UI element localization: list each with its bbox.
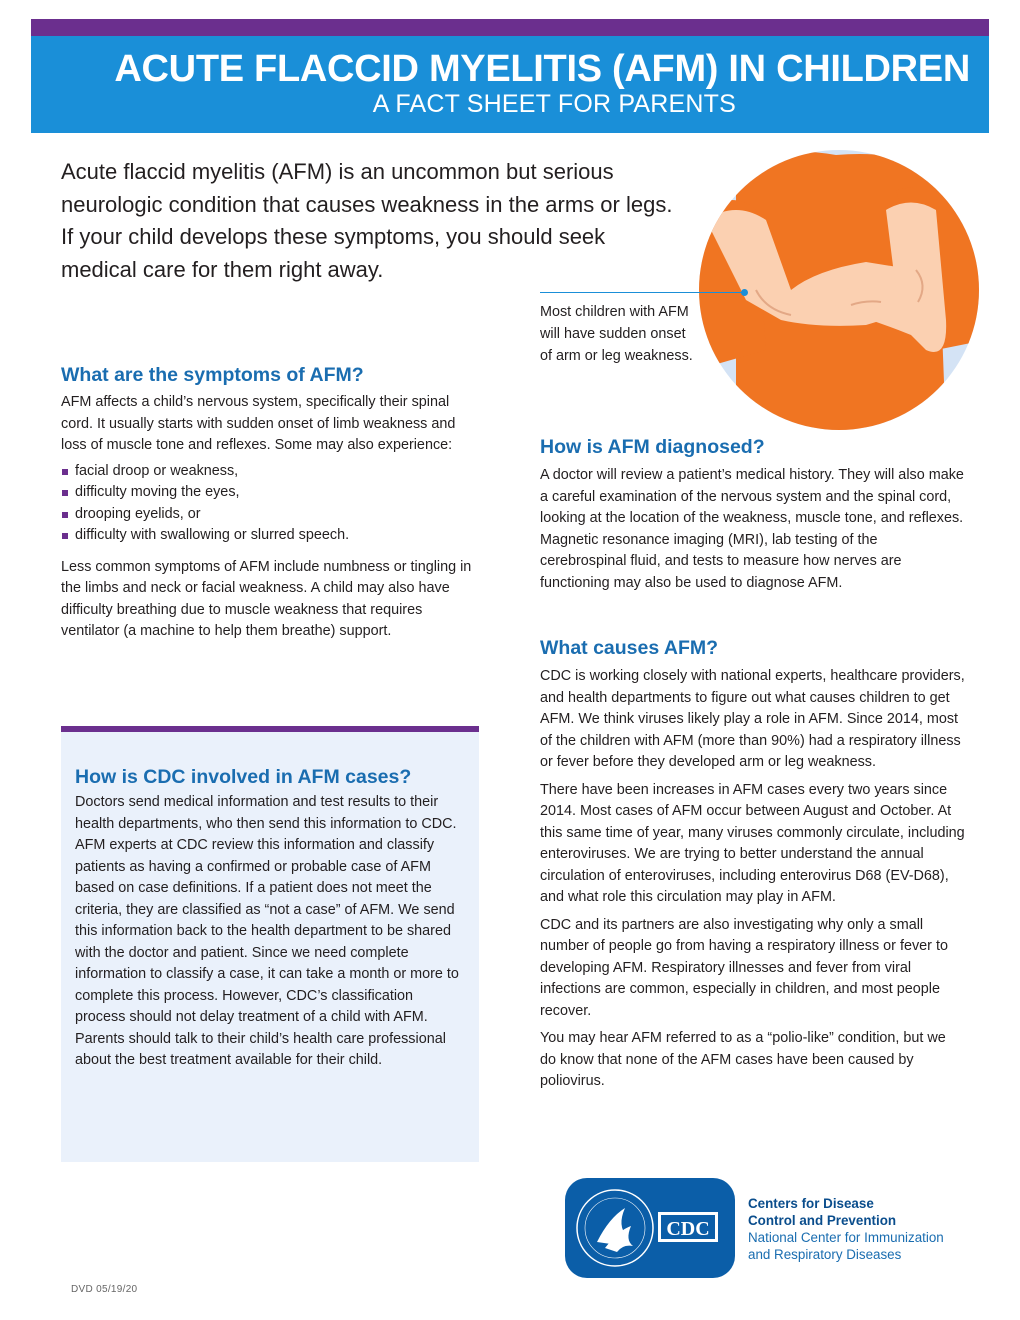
list-item: facial droop or weakness, [61,461,477,483]
symptoms-heading: What are the symptoms of AFM? [61,364,364,386]
bullet-square-icon [62,469,68,475]
causes-section [540,637,965,1099]
bullet-square-icon [62,490,68,496]
causes-para-4: You may hear AFM referred to as a “polio-like” condition, but we do know that none of the AFM cases have been caused by poliovirus. [540,1030,946,1089]
cdc-involvement-text: Doctors send medical information and test results to their health departments, who then send this information to CDC. AFM experts at CDC review this information and classify patients as having a confirmed or probable case of AFM based on case definitions. If a patient does not meet the criteria, they are classified as “not a case” of AFM. We send this information back to the health department to be shared with the doctor and patient. Since we need complete information to classify a case, it can take a month or more to complete this process. However, CDC’s classification process should not delay treatment of a child with AFM. Parents should talk to their child’s health care professional about the best treatment available for their child. [75,794,459,1068]
diagnosis-section [540,436,965,600]
list-item: difficulty moving the eyes, [61,482,477,504]
hhs-cdc-logo [565,1178,735,1278]
diagnosis-heading: How is AFM diagnosed? [540,436,765,458]
callout-dot [741,289,748,296]
cdc-involvement-box [61,726,479,1162]
diagnosis-text: A doctor will review a patient’s medical history. They will also make a careful examination of the nervous system and the spinal cord, looking at the location of the weakness, muscle tone, and reflexes. Magnetic resonance imaging (MRI), lab testing of the cerebrospinal fluid, and tests to measure how nerves are functioning may also be used to diagnose AFM. [540,467,964,591]
symptoms-intro: AFM affects a child’s nervous system, specifically their spinal cord. It usually starts with sudden onset of limb weakness and loss of muscle tone and reflexes. Some may also experience: [61,394,456,453]
list-item: drooping eyelids, or [61,504,477,526]
causes-heading: What causes AFM? [540,637,719,659]
symptoms-section [61,364,477,643]
causes-para-2: There have been increases in AFM cases every two years since 2014. Most cases of AFM occur between August and October. At this same time of year, many viruses commonly circulate, including enteroviruses. We are trying to better understand the annual circulation of enteroviruses, including enterovirus D68 (EV-D68), and what role this circulation may play in AFM. [540,781,965,905]
page-subtitle: A FACT SHEET FOR PARENTS [372,90,736,118]
cdc-involvement-heading: How is CDC involved in AFM cases? [75,766,412,788]
callout-line [540,292,745,293]
cdc-logo-text: CDC [666,1218,710,1240]
symptoms-less-common: Less common symptoms of AFM include numbness or tingling in the limbs and neck or facial weakness. A child may also have difficulty breathing due to muscle weakness that requires ventilator (a machine to help them breathe) support. [61,558,472,639]
document-code: DVD 05/19/20 [71,1284,138,1295]
bullet-square-icon [62,512,68,518]
illustration-caption: Most children with AFM will have sudden onset of arm or leg weakness. [540,304,693,364]
symptoms-list [61,461,477,547]
organization-name: Centers for Disease Control and Prevention National Center for Immunization and Respiratory Diseases [748,1196,944,1262]
bullet-square-icon [62,533,68,539]
causes-para-3: CDC and its partners are also investigating why only a small number of people go from having a respiratory illness or fever to developing AFM. Respiratory illnesses and fever from viral infections are common, especially in children, and most people recover. [540,916,948,1019]
header-rule [31,19,989,36]
causes-para-1: CDC is working closely with national experts, healthcare providers, and health departments to figure out what causes children to get AFM. We think viruses likely play a role in AFM. Since 2014, most of the children with AFM (more than 90%) had a respiratory illness or fever before they developed arm or leg weakness. [540,668,965,770]
list-item: difficulty with swallowing or slurred speech. [61,525,477,547]
intro-text: Acute flaccid myelitis (AFM) is an uncommon but serious neurologic condition that causes weakness in the arms or legs. If your child develops these symptoms, you should seek medical care for them right away. [61,159,673,282]
page-title: ACUTE FLACCID MYELITIS (AFM) IN CHILDREN [114,48,970,90]
